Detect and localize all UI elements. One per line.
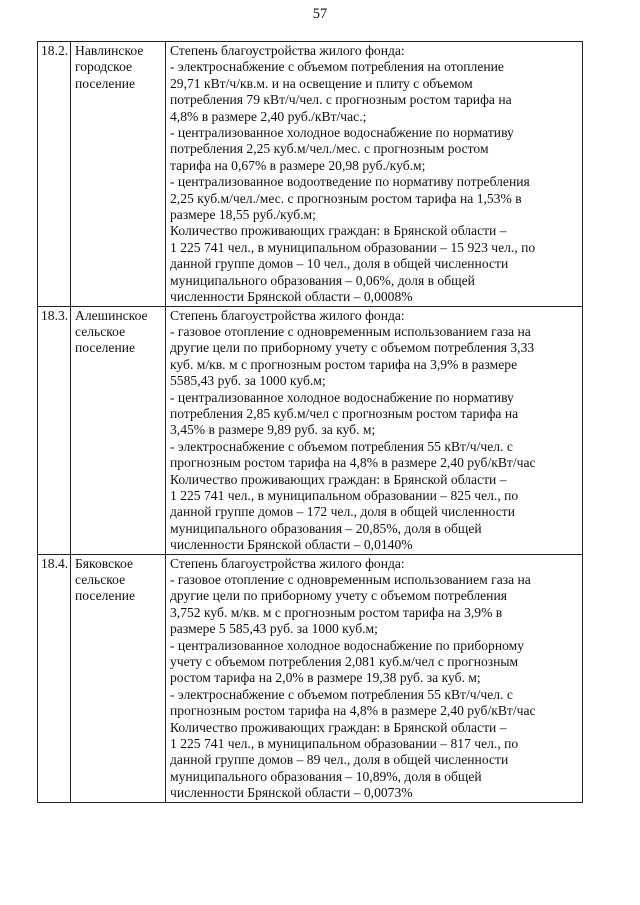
description-line: данной группе домов – 10 чел., доля в общей численности bbox=[170, 256, 509, 272]
description-line: куб. м/кв. м с прогнозным ростом тарифа на 3,9% в размере bbox=[170, 356, 518, 372]
description-line: Количество проживающих граждан: в Брянской области – bbox=[170, 471, 507, 487]
description-line: 3,752 куб. м/кв. м с прогнозным ростом тарифа на 3,9% в bbox=[170, 604, 503, 620]
table-row bbox=[38, 42, 583, 307]
description-line: данной группе домов – 172 чел., доля в общей численности bbox=[170, 504, 516, 520]
description-line: тарифа на 0,67% в размере 20,98 руб./куб.м; bbox=[170, 157, 426, 173]
description-line: муниципального образования – 0,06%, доля в общей bbox=[170, 272, 475, 288]
description-line: - централизованное холодное водоснабжение по нормативу bbox=[170, 125, 514, 141]
settlement-name-line: Навлинское bbox=[75, 43, 144, 58]
settlement-name-line: Бяковское bbox=[75, 555, 134, 571]
description-line: данной группе домов – 89 чел., доля в общей численности bbox=[170, 752, 509, 768]
description-line: муниципального образования – 20,85%, доля в общей bbox=[170, 520, 482, 536]
description-line: 4,8% в размере 2,40 руб./кВт/час.; bbox=[170, 108, 367, 124]
description-line: Степень благоустройства жилого фонда: bbox=[170, 43, 405, 58]
description-line: потребления 2,85 куб.м/чел с прогнозным ростом тарифа на bbox=[170, 405, 519, 421]
settlement-name-line: сельское bbox=[75, 323, 126, 339]
description-line: другие цели по приборному учету с объемом потребления 3,33 bbox=[170, 340, 535, 356]
description-line: - газовое отопление с одновременным использованием газа на bbox=[170, 323, 531, 339]
table-row bbox=[38, 306, 583, 554]
description-line: - газовое отопление с одновременным использованием газа на bbox=[170, 572, 531, 587]
settlement-name-line: городское bbox=[75, 59, 133, 75]
description-line: - централизованное холодное водоснабжение по приборному bbox=[170, 637, 525, 653]
description-line: потребления 79 кВт/ч/чел. с прогнозным ростом тарифа на bbox=[170, 92, 512, 108]
description-line: 1 225 741 чел., в муниципальном образовании – 15 923 чел., по bbox=[170, 239, 536, 255]
description-line: 1 225 741 чел., в муниципальном образовании – 825 чел., по bbox=[170, 487, 519, 503]
row-number-cell: 18.4. bbox=[38, 554, 71, 802]
description-line: 3,45% в размере 9,89 руб. за куб. м; bbox=[170, 422, 376, 438]
description-line: Степень благоустройства жилого фонда: bbox=[170, 307, 405, 323]
description-line: 2,25 куб.м/чел./мес. с прогнозным ростом тарифа на 1,53% в bbox=[170, 190, 522, 206]
description-line: - электроснабжение с объемом потребления на отопление bbox=[170, 59, 504, 75]
settlement-name-line: сельское bbox=[75, 572, 126, 587]
description-line: 1 225 741 чел., в муниципальном образовании – 817 чел., по bbox=[170, 736, 519, 752]
description-line: прогнозным ростом тарифа на 4,8% в размере 2,40 руб/кВт/час bbox=[170, 703, 536, 719]
description-line: потребления 2,25 куб.м/чел./мес. с прогнозным ростом bbox=[170, 141, 489, 157]
description-line: - электроснабжение с объемом потребления 55 кВт/ч/чел. с bbox=[170, 438, 513, 454]
description-line: численности Брянской области – 0,0073% bbox=[170, 785, 413, 801]
settlement-name-line: поселение bbox=[75, 588, 136, 604]
description-line: - электроснабжение с объемом потребления 55 кВт/ч/чел. с bbox=[170, 686, 513, 702]
row-number-cell: 18.2. bbox=[38, 42, 71, 307]
description-line: Количество проживающих граждан: в Брянской области – bbox=[170, 719, 507, 735]
description-line: Количество проживающих граждан: в Брянской области – bbox=[170, 223, 507, 239]
description-line: 5585,43 руб. за 1000 куб.м; bbox=[170, 373, 326, 389]
utilities-table bbox=[37, 41, 583, 803]
settlement-name-line: Алешинское bbox=[75, 307, 148, 323]
settlement-name-cell bbox=[71, 42, 166, 307]
description-cell bbox=[166, 42, 583, 307]
table-row bbox=[38, 554, 583, 802]
description-cell bbox=[166, 554, 583, 802]
description-line: учету с объемом потребления 2,081 куб.м/чел с прогнозным bbox=[170, 654, 519, 670]
settlement-name-cell bbox=[71, 554, 166, 802]
description-line: - централизованное водоотведение по нормативу потребления bbox=[170, 174, 530, 190]
description-line: 29,71 кВт/ч/кв.м. и на освещение и плиту с объемом bbox=[170, 75, 473, 91]
settlement-name-line: поселение bbox=[75, 340, 136, 356]
description-line: - централизованное холодное водоснабжение по нормативу bbox=[170, 389, 514, 405]
settlement-name-cell bbox=[71, 306, 166, 554]
description-line: прогнозным ростом тарифа на 4,8% в размере 2,40 руб/кВт/час bbox=[170, 455, 536, 471]
description-line: размере 5 585,43 руб. за 1000 куб.м; bbox=[170, 621, 378, 637]
description-cell bbox=[166, 306, 583, 554]
description-line: ростом тарифа на 2,0% в размере 19,38 руб. за куб. м; bbox=[170, 670, 481, 686]
row-number-cell: 18.3. bbox=[38, 306, 71, 554]
description-line: численности Брянской области – 0,0140% bbox=[170, 537, 413, 553]
page-number: 57 bbox=[312, 6, 328, 22]
description-line: другие цели по приборному учету с объемом потребления bbox=[170, 588, 507, 604]
description-line: размере 18,55 руб./куб.м; bbox=[170, 207, 316, 223]
settlement-name-line: поселение bbox=[75, 75, 136, 91]
description-line: муниципального образования – 10,89%, доля в общей bbox=[170, 768, 482, 784]
description-line: Степень благоустройства жилого фонда: bbox=[170, 555, 405, 571]
description-line: численности Брянской области – 0,0008% bbox=[170, 289, 413, 305]
